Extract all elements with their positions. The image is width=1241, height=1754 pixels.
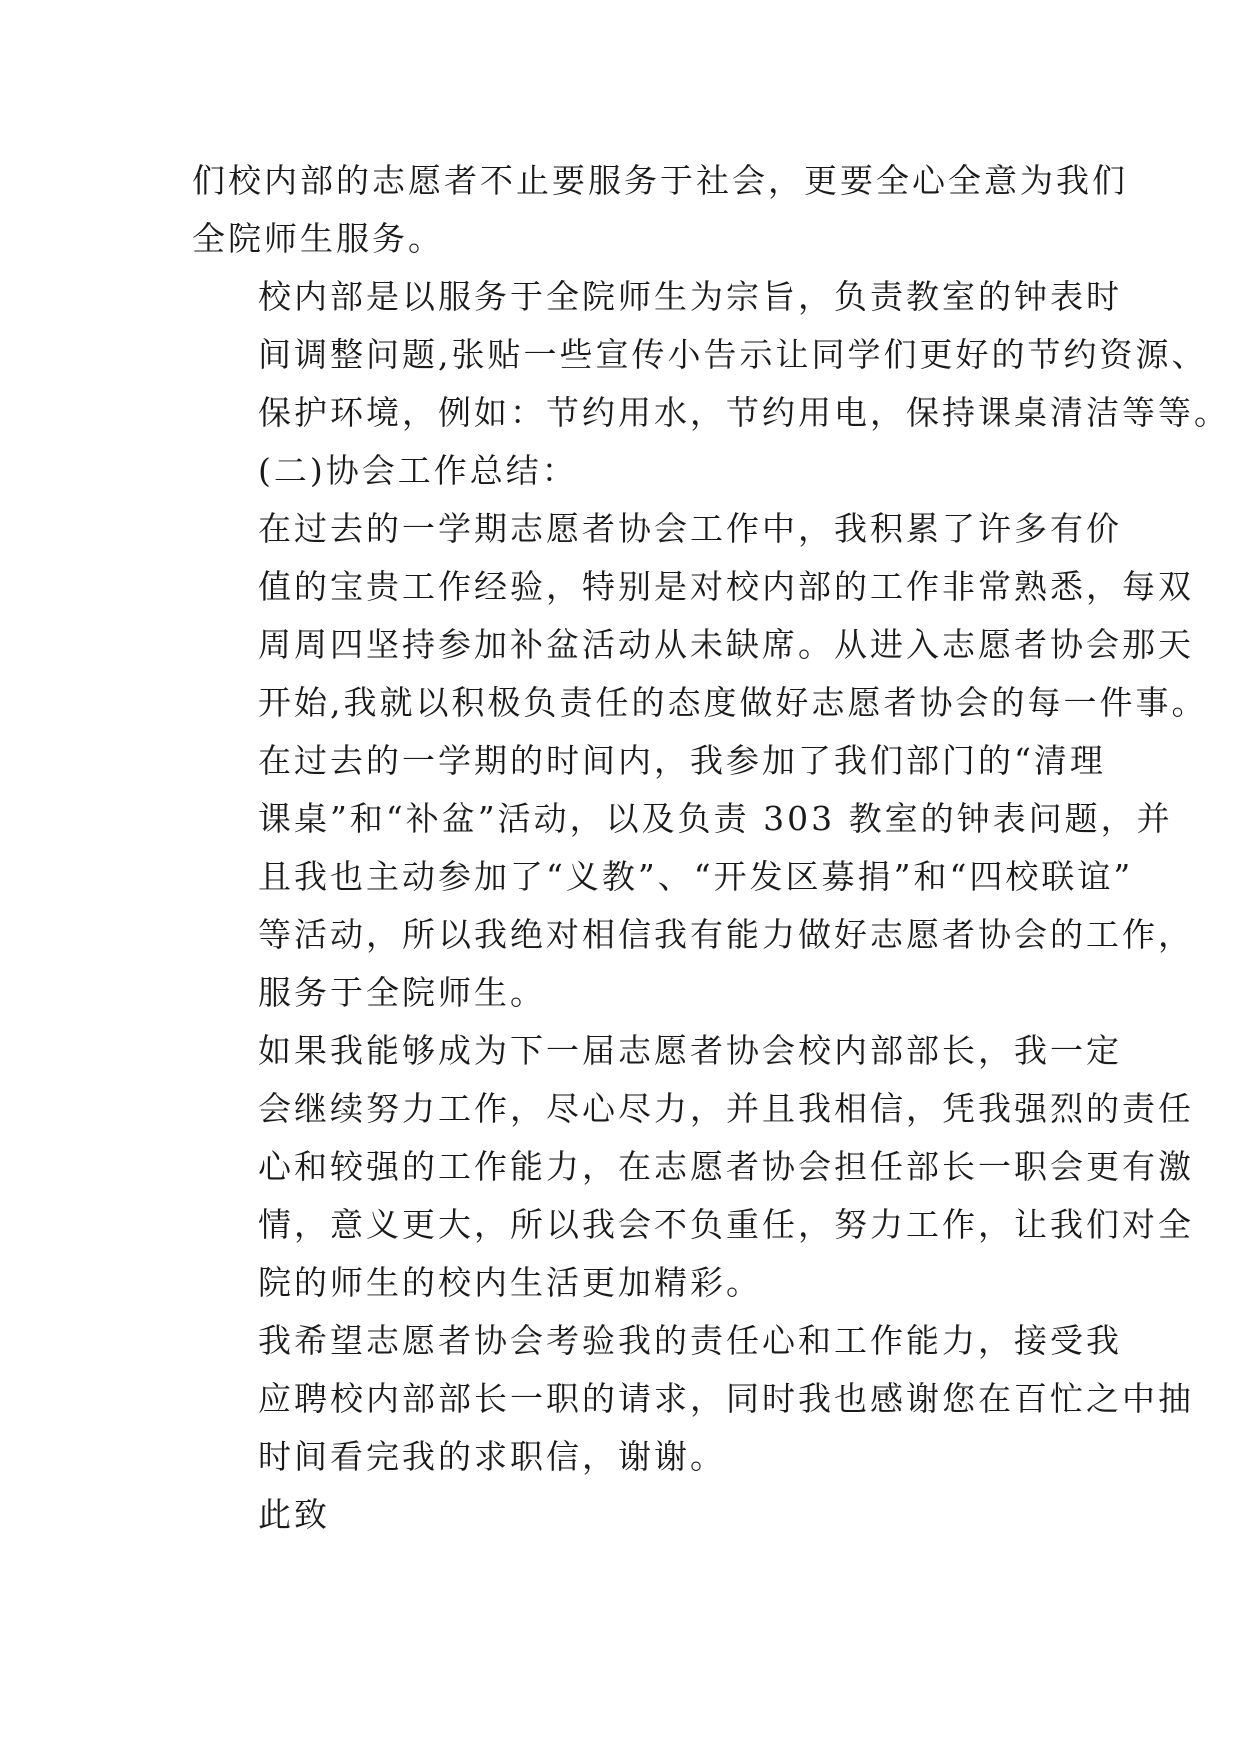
text-line: 如果我能够成为下一届志愿者协会校内部部长，我一定	[258, 1031, 1122, 1070]
paragraph	[192, 500, 1208, 732]
text-line: 心和较强的工作能力，在志愿者协会担任部长一职会更有激	[258, 1147, 1194, 1186]
text-line: 在过去的一学期志愿者协会工作中，我积累了许多有价	[258, 509, 1122, 548]
text-line: 此致	[258, 1495, 330, 1534]
text-line: 校内部是以服务于全院师生为宗旨，负责教室的钟表时	[258, 277, 1122, 316]
paragraph	[192, 1486, 1052, 1544]
paragraph	[192, 442, 1052, 500]
text-line: 服务于全院师生。	[258, 973, 546, 1012]
paragraph	[192, 1312, 1194, 1486]
text-line: 在过去的一学期的时间内，我参加了我们部门的“清理	[258, 741, 1106, 780]
document-body	[192, 152, 1230, 1544]
text-line: 周周四坚持参加补盆活动从未缺席。从进入志愿者协会那天	[258, 625, 1194, 664]
text-line: 开始,我就以积极负责任的态度做好志愿者协会的每一件事。	[258, 683, 1208, 722]
text-line: 时间看完我的求职信，谢谢。	[258, 1437, 726, 1476]
text-line: 院的师生的校内生活更加精彩。	[258, 1263, 762, 1302]
text-line: 应聘校内部部长一职的请求，同时我也感谢您在百忙之中抽	[258, 1379, 1194, 1418]
text-line: 课桌”和“补盆”活动，以及负责 303 教室的钟表问题，并	[258, 799, 1173, 838]
text-line: 等活动，所以我绝对相信我有能力做好志愿者协会的工作，	[258, 915, 1194, 954]
paragraph	[192, 268, 1230, 442]
text-line: 情，意义更大，所以我会不负重任，努力工作，让我们对全	[258, 1205, 1194, 1244]
text-line: (二)协会工作总结：	[258, 451, 578, 490]
text-line: 们校内部的志愿者不止要服务于社会，更要全心全意为我们	[192, 161, 1128, 200]
paragraph	[192, 1022, 1194, 1312]
text-line: 我希望志愿者协会考验我的责任心和工作能力，接受我	[258, 1321, 1122, 1360]
text-line: 且我也主动参加了“义教”、“开发区募捐”和“四校联谊”	[258, 857, 1134, 896]
text-line: 全院师生服务。	[192, 219, 444, 258]
paragraph	[192, 732, 1194, 1022]
paragraph	[192, 152, 1128, 268]
text-line: 会继续努力工作，尽心尽力，并且我相信，凭我强烈的责任	[258, 1089, 1194, 1128]
text-line: 值的宝贵工作经验，特别是对校内部的工作非常熟悉，每双	[258, 567, 1194, 606]
text-line: 间调整问题,张贴一些宣传小告示让同学们更好的节约资源、	[258, 335, 1208, 374]
text-line: 保护环境，例如：节约用水，节约用电，保持课桌清洁等等。	[258, 393, 1230, 432]
